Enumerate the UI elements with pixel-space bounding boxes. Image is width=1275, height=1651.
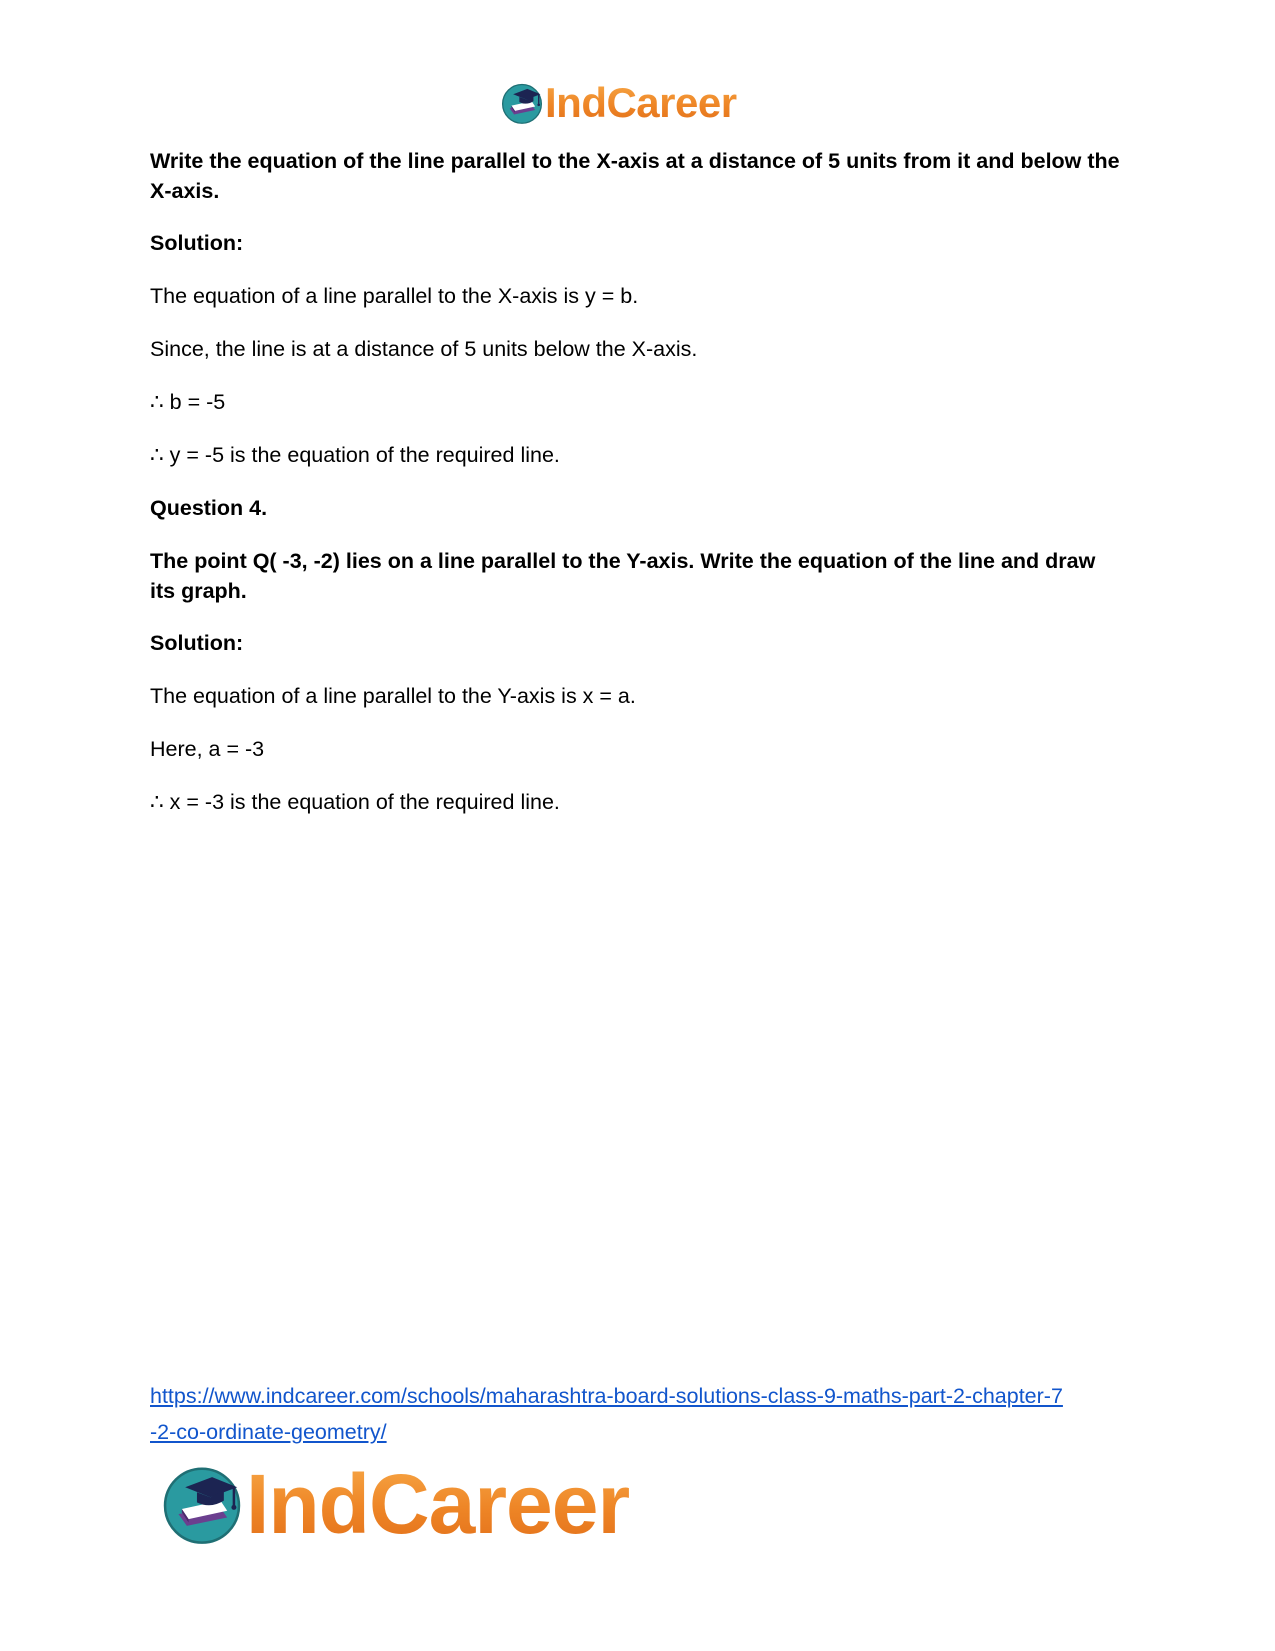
logo-wordmark: IndCareer [246,1457,630,1551]
solution-line: ∴ b = -5 [150,390,226,414]
graduation-books-icon [500,81,544,125]
footer-logo [160,1458,629,1550]
question-4-heading: Question 4. [150,496,268,520]
solution-line: Since, the line is at a distance of 5 units below the X-axis. [150,337,698,361]
logo-wordmark: IndCareer [545,79,737,126]
source-link-line-2: -2-co-ordinate-geometry/ [150,1420,387,1444]
source-link-line-1: https://www.indcareer.com/schools/maharashtra-board-solutions-class-9-maths-part-2-chapter-7 [150,1384,1063,1408]
document-body [150,146,1125,817]
solution-line: ∴ x = -3 is the equation of the required line. [150,790,560,814]
graduation-books-icon [160,1462,244,1546]
question-3-text: Write the equation of the line parallel to the X-axis at a distance of 5 units from it and below the X-axis. [150,149,1120,203]
source-link[interactable] [150,1384,1063,1444]
solution-line: The equation of a line parallel to the Y-axis is x = a. [150,684,636,708]
question-4-text: The point Q( -3, -2) lies on a line parallel to the Y-axis. Write the equation of the line and draw its graph. [150,549,1096,603]
solution-line: ∴ y = -5 is the equation of the required line. [150,443,560,467]
solution-label: Solution: [150,631,244,655]
solution-label: Solution: [150,231,244,255]
footer-link-block [150,1378,1140,1450]
header-logo [500,80,737,126]
solution-line: The equation of a line parallel to the X-axis is y = b. [150,284,639,308]
solution-line: Here, a = -3 [150,737,265,761]
